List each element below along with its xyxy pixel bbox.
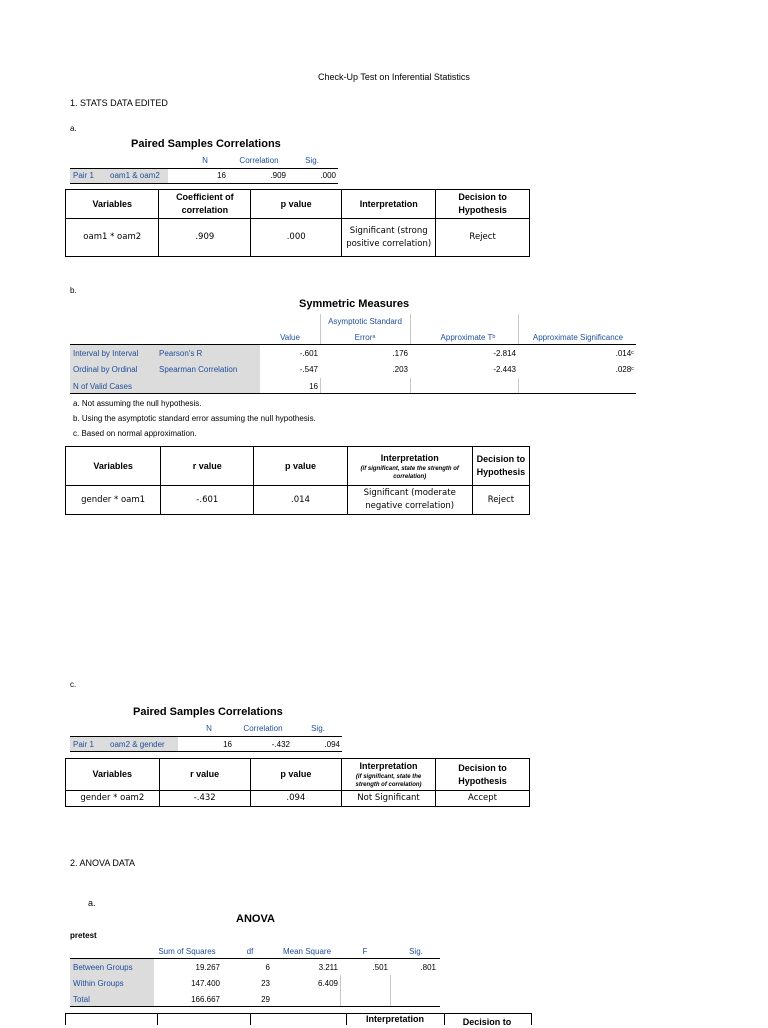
anova-row3-ss: 166.667 — [191, 995, 220, 1004]
anova-header-df: df — [246, 947, 254, 956]
anova-row1-sig: .801 — [420, 963, 436, 972]
table-b-header-interpretation-label: Interpretation — [380, 452, 439, 463]
sym-row1-group: Interval by Interval — [73, 349, 139, 358]
table-a-pvalue: .000 — [251, 219, 342, 257]
anova-row2-df: 23 — [261, 979, 270, 988]
table-a-header-variables: Variables — [66, 190, 159, 219]
anova-header-f: F — [362, 947, 368, 956]
table-a-interpretation: Significant (strong positive correlation) — [342, 219, 436, 257]
sym-note-c: c. Based on normal approximation. — [73, 429, 197, 438]
psc1-bottom-rule — [70, 183, 338, 184]
anova-row3-label: Total — [73, 995, 90, 1004]
psc2-sig: .094 — [324, 740, 340, 749]
sym-row3-value: 16 — [309, 382, 318, 391]
sym-row1-sig: .014ᶜ — [615, 349, 634, 358]
section-2-heading: 2. ANOVA DATA — [70, 858, 136, 868]
psc2-n: 16 — [223, 740, 232, 749]
anova-dependent-variable: pretest — [70, 931, 97, 940]
table-c-pvalue: .094 — [250, 791, 341, 807]
psc2-header-n: N — [206, 724, 212, 733]
table-a-variables: oam1 * oam2 — [66, 219, 159, 257]
sym-row2-ase: .203 — [392, 365, 408, 374]
table-2a-header-decision: Decision to — [462, 1017, 512, 1027]
table-2a-divider-1 — [157, 1014, 158, 1025]
table-a-coefficient: .909 — [159, 219, 251, 257]
psc2-row-name: oam2 & gender — [110, 740, 165, 749]
table-a-header-decision: Decision to Hypothesis — [436, 190, 530, 219]
table-a-decision: Reject — [436, 219, 530, 257]
table-c-header-interpretation-label: Interpretation — [359, 761, 418, 771]
interpretation-table-a — [65, 189, 530, 257]
part-2a-label: a. — [88, 898, 96, 908]
psc1-header-correlation: Correlation — [239, 156, 279, 165]
anova-divider-2 — [390, 975, 391, 1007]
sym-row2-sig: .028ᶜ — [615, 365, 634, 374]
anova-header-ss: Sum of Squares — [158, 947, 216, 956]
table-c-header-decision: Decision to Hypothesis — [436, 759, 530, 791]
sym-header-divider-2 — [410, 314, 411, 344]
table-a-header-coefficient: Coefficient of correlation — [159, 190, 251, 219]
table-c-rvalue: -.432 — [159, 791, 250, 807]
anova-divider-1 — [340, 975, 341, 1007]
table-b-header-variables: Variables — [66, 447, 161, 486]
sym-rule-bottom — [70, 393, 636, 394]
part-c-label: c. — [70, 680, 77, 689]
anova-row2-ms: 6.409 — [317, 979, 338, 988]
table-b-header-pvalue: p value — [254, 447, 347, 486]
psc2-row-label: Pair 1 — [73, 740, 94, 749]
part-a-label: a. — [70, 124, 77, 133]
anova-row2-label: Within Groups — [73, 979, 124, 988]
sym-row1-value: -.601 — [299, 349, 318, 358]
sym-note-a: a. Not assuming the null hypothesis. — [73, 399, 202, 408]
sym-note-b: b. Using the asymptotic standard error assuming the null hypothesis. — [73, 414, 316, 423]
table-b-header-interpretation — [347, 447, 472, 486]
psc2-correlation: -.432 — [271, 740, 290, 749]
psc1-row-name: oam1 & oam2 — [110, 171, 160, 180]
sym-row1-ase: .176 — [392, 349, 408, 358]
table-b-header-decision: Decision to Hypothesis — [472, 447, 529, 486]
sym-header-sig: Approximate Significance — [532, 333, 624, 342]
table-a-header-interpretation: Interpretation — [342, 190, 436, 219]
section-1-heading: 1. STATS DATA EDITED — [70, 98, 168, 108]
table-b-header-interpretation-note: (if significant, state the strength of correlation) — [360, 465, 459, 480]
interpretation-table-2a — [65, 1013, 532, 1025]
sym-row2-t: -2.443 — [493, 365, 516, 374]
interpretation-table-c — [65, 758, 530, 807]
sym-header-divider-1 — [320, 314, 321, 344]
table-c-interpretation: Not Significant — [341, 791, 435, 807]
table-c-header-interpretation — [341, 759, 435, 791]
sym-row3-divider-2 — [410, 378, 411, 394]
psc1-title: Paired Samples Correlations — [131, 138, 281, 150]
anova-row1-df: 6 — [265, 963, 270, 972]
table-b-interpretation: Significant (moderate negative correlation) — [347, 486, 472, 515]
page-title: Check-Up Test on Inferential Statistics — [318, 72, 470, 82]
psc2-header-sig: Sig. — [311, 724, 325, 733]
sym-row3-group: N of Valid Cases — [73, 382, 132, 391]
psc2-header-correlation: Correlation — [243, 724, 283, 733]
table-c-header-pvalue: p value — [250, 759, 341, 791]
psc1-header-sig: Sig. — [305, 156, 319, 165]
table-b-variables: gender * oam1 — [66, 486, 161, 515]
psc1-correlation: .909 — [270, 171, 286, 180]
sym-header-t: Approximate Tᵇ — [440, 333, 496, 342]
table-2a-divider-2 — [250, 1014, 251, 1025]
sym-title: Symmetric Measures — [299, 298, 410, 310]
interpretation-table-b — [65, 446, 530, 515]
sym-header-ase-2: Errorᵃ — [354, 333, 376, 342]
psc1-row-label: Pair 1 — [73, 171, 94, 180]
table-c-header-variables: Variables — [66, 759, 160, 791]
table-2a-header-interpretation: Interpretation — [365, 1014, 424, 1024]
anova-row1-ms: 3.211 — [318, 963, 338, 972]
table-b-decision: Reject — [472, 486, 529, 515]
sym-header-value: Value — [280, 333, 300, 342]
table-b-pvalue: .014 — [254, 486, 347, 515]
psc2-bottom-rule — [70, 751, 342, 752]
anova-row1-label: Between Groups — [73, 963, 133, 972]
table-a-header-pvalue: p value — [251, 190, 342, 219]
anova-row3-df: 29 — [261, 995, 270, 1004]
table-c-header-interpretation-note: (if significant, state the strength of correlation) — [355, 774, 422, 788]
anova-row1-ss: 19.267 — [195, 963, 220, 972]
table-c-header-rvalue: r value — [159, 759, 250, 791]
table-c-decision: Accept — [436, 791, 530, 807]
anova-header-ms: Mean Square — [282, 947, 332, 956]
psc1-n: 16 — [217, 171, 226, 180]
anova-row1-f: .501 — [372, 963, 388, 972]
table-b-header-rvalue: r value — [161, 447, 254, 486]
anova-title: ANOVA — [236, 913, 275, 925]
table-c-variables: gender * oam2 — [66, 791, 160, 807]
sym-row1-t: -2.814 — [493, 349, 516, 358]
sym-row2-group: Ordinal by Ordinal — [73, 365, 138, 374]
table-b-rvalue: -.601 — [161, 486, 254, 515]
sym-header-ase-1: Asymptotic Standard — [328, 317, 402, 326]
sym-row2-value: -.547 — [299, 365, 318, 374]
sym-header-divider-3 — [518, 314, 519, 344]
part-b-label: b. — [70, 286, 77, 295]
psc2-title: Paired Samples Correlations — [133, 706, 283, 718]
sym-row1-measure: Pearson's R — [159, 349, 203, 358]
sym-row2-measure: Spearman Correlation — [159, 365, 238, 374]
sym-row3-divider-3 — [518, 378, 519, 394]
psc1-sig: .000 — [320, 171, 336, 180]
psc1-header-n: N — [202, 156, 208, 165]
anova-header-sig: Sig. — [409, 947, 423, 956]
sym-row3-divider-1 — [320, 378, 321, 394]
anova-rule-bottom — [70, 1006, 440, 1007]
anova-row2-ss: 147.400 — [191, 979, 220, 988]
